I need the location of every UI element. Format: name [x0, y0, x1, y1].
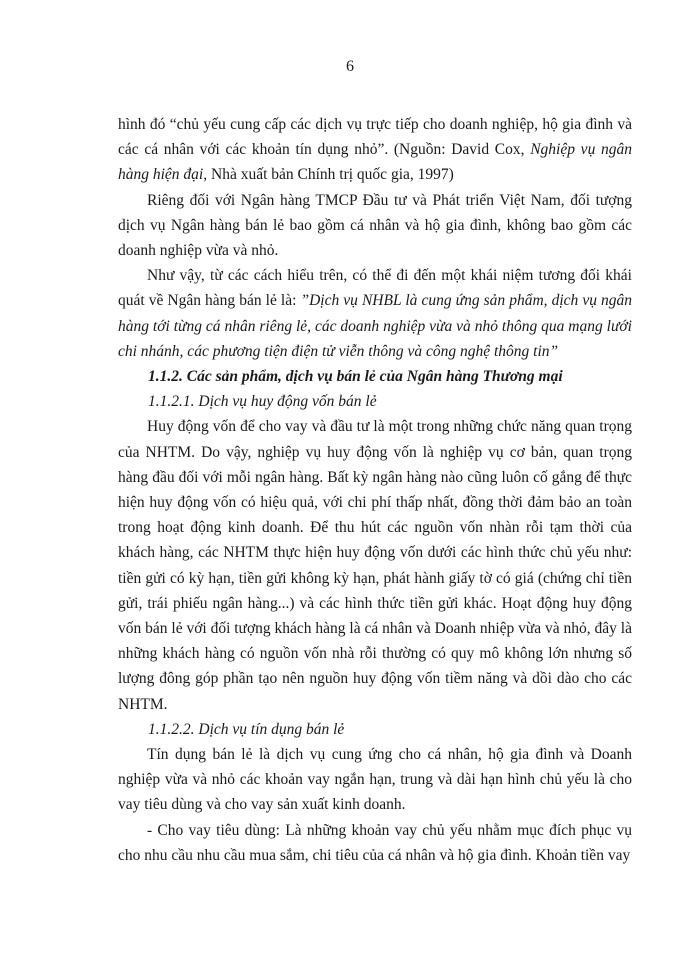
list-item-consumer-loan: - Cho vay tiêu dùng: Là những khoản vay chủ yếu nhằm mục đích phục vụ cho nhu cầu nhu cầu mua sắm, chi tiêu của cá nhân và hộ gia đình. Khoản tiền vay	[118, 821, 632, 864]
paragraph-bidv-scope: Riêng đối với Ngân hàng TMCP Đầu tư và Phát triển Việt Nam, đối tượng dịch vụ Ngân hàng bán lẻ bao gồm cá nhân và hộ gia đình, không bao gồm các doanh nghiệp vừa và nhỏ.	[118, 191, 632, 260]
paragraph-deposit-mobilization: Huy động vốn để cho vay và đầu tư là một trong những chức năng quan trọng của NHTM. Do vậy, nghiệp vụ huy động vốn là nghiệp vụ cơ bản, quan trọng hàng đầu đối với mỗi ngân hàng. Bất kỳ ngân hàng nào cũng luôn cố gắng để thực hiện huy động vốn có hiệu quả, với chi phí thấp nhất, đồng thời đảm bảo an toàn trong hoạt động kinh doanh. Để thu hút các nguồn vốn nhàn rỗi tạm thời của khách hàng, các NHTM thực hiện huy động vốn dưới các hình thức chủ yếu như: tiền gửi có kỳ hạn, tiền gửi không kỳ hạn, phát hành giấy tờ có giá (chứng chỉ tiền gửi, trái phiếu ngân hàng...) và các hình thức tiền gửi khác. Hoạt động huy động vốn bán lẻ với đối tượng khách hàng là cá nhân và Doanh nhiệp vừa và nhỏ, đây là những khách hàng có nguồn vốn nhà rỗi thường có quy mô không lớn nhưng số lượng đông góp phần tạo nên nguồn huy động vốn tiềm năng và dồi dào cho các NHTM.	[118, 418, 632, 713]
page-number: 6	[346, 58, 354, 75]
paragraph-citation	[118, 112, 632, 188]
document-body	[118, 112, 632, 868]
definition-intro: Như vậy, từ các cách hiểu trên, có thể đi đến một khái niệm tương đối khái quát về Ngân hàng bán lẻ là:	[118, 267, 632, 310]
citation-publisher: , Nhà xuất bản Chính trị quốc gia, 1997)	[203, 166, 454, 184]
citation-book-title: Nghiệp vụ ngân hàng hiện đại	[118, 141, 633, 184]
paragraph-definition	[118, 263, 632, 364]
paragraph-retail-credit: Tín dụng bán lẻ là dịch vụ cung ứng cho cá nhân, hộ gia đình và Doanh nghiệp vừa và nhỏ các khoản vay ngắn hạn, trung và dài hạn hình chủ yếu là cho vay tiêu dùng và cho vay sản xuất kinh doanh.	[118, 746, 632, 814]
citation-text: hình đó “chủ yếu cung cấp các dịch vụ trực tiếp cho doanh nghiệp, hộ gia đình và các cá nhân với các khoản tín dụng nhỏ”. (Nguồn: David Cox,	[118, 116, 632, 159]
section-heading-1-1-2: 1.1.2. Các sản phẩm, dịch vụ bán lẻ của Ngân hàng Thương mại	[148, 368, 563, 386]
subsection-heading-1-1-2-2: 1.1.2.2. Dịch vụ tín dụng bán lẻ	[148, 720, 345, 738]
subsection-heading-1-1-2-1: 1.1.2.1. Dịch vụ huy động vốn bán lẻ	[148, 393, 377, 411]
definition-quote: ”Dịch vụ NHBL là cung ứng sản phẩm, dịch vụ ngân hàng tới từng cá nhân riêng lẻ, các doanh nghiệp vừa và nhỏ thông qua mạng lưới chi nhánh, các phương tiện điện tử viễn thông và công nghệ thông tin”	[118, 292, 633, 360]
